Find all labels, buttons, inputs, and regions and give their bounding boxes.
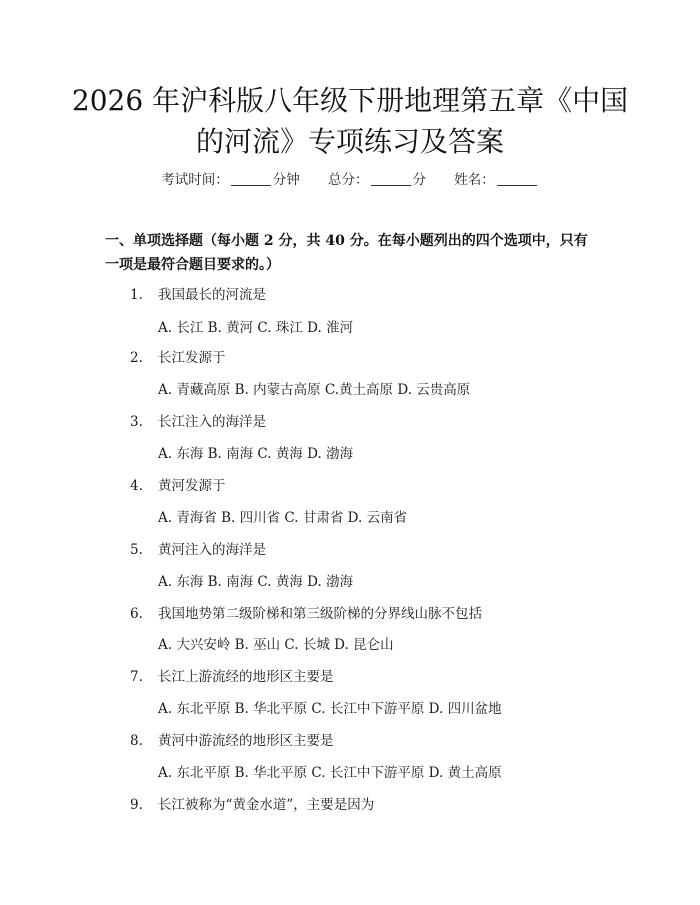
question-number: 8. — [130, 733, 143, 749]
section-heading: 一、单项选择题（每小题 2 分，共 40 分。在每小题列出的四个选项中，只有一项是最符合题目要求的。） — [105, 233, 588, 273]
total-score-label: 总分： — [328, 172, 369, 188]
question-text: 黄河注入的海洋是 — [158, 542, 266, 558]
question-number: 6. — [130, 606, 143, 622]
exam-time-field — [161, 172, 304, 188]
exam-time-label: 考试时间： — [161, 172, 229, 188]
question-7-options: A. 东北平原 B. 华北平原 C. 长江中下游平原 D. 四川盆地 — [158, 701, 502, 717]
total-score-field — [328, 172, 430, 188]
question-2 — [130, 346, 226, 366]
question-8 — [130, 729, 334, 749]
question-2-options: A. 青藏高原 B. 内蒙古高原 C.黄土高原 D. 云贵高原 — [158, 382, 471, 398]
question-1-options: A. 长江 B. 黄河 C. 珠江 D. 淮河 — [158, 320, 354, 336]
question-number: 9. — [130, 797, 143, 813]
student-name-label: 姓名： — [454, 172, 495, 188]
exam-time-blank — [231, 173, 271, 186]
student-name-field — [454, 172, 539, 188]
question-text: 长江注入的海洋是 — [158, 414, 266, 430]
question-number: 4. — [130, 478, 143, 494]
question-5-options: A. 东海 B. 南海 C. 黄海 D. 渤海 — [158, 574, 354, 590]
question-number: 5. — [130, 542, 143, 558]
question-7 — [130, 665, 334, 685]
exam-info-line — [0, 168, 700, 188]
question-text: 长江被称为“黄金水道”，主要是因为 — [158, 797, 375, 813]
question-number: 2. — [130, 350, 143, 366]
question-text: 长江发源于 — [158, 350, 226, 366]
question-text: 黄河发源于 — [158, 478, 226, 494]
question-text: 我国最长的河流是 — [158, 287, 266, 303]
document-title: 2026 年沪科版八年级下册地理第五章《中国的河流》专项练习及答案 — [71, 84, 629, 158]
question-number: 3. — [130, 414, 143, 430]
question-4-options: A. 青海省 B. 四川省 C. 甘肃省 D. 云南省 — [158, 510, 408, 526]
question-3 — [130, 410, 266, 430]
question-8-options: A. 东北平原 B. 华北平原 C. 长江中下游平原 D. 黄土高原 — [158, 765, 502, 781]
question-1 — [130, 283, 266, 303]
question-text: 长江上游流经的地形区主要是 — [158, 669, 334, 685]
question-number: 7. — [130, 669, 143, 685]
total-score-unit: 分 — [412, 172, 426, 188]
question-number: 1. — [130, 287, 143, 303]
question-4 — [130, 474, 226, 494]
exam-time-unit: 分钟 — [272, 172, 300, 188]
question-text: 黄河中游流经的地形区主要是 — [158, 733, 334, 749]
question-6 — [130, 602, 482, 622]
question-3-options: A. 东海 B. 南海 C. 黄海 D. 渤海 — [158, 446, 354, 462]
question-6-options: A. 大兴安岭 B. 巫山 C. 长城 D. 昆仑山 — [158, 637, 394, 653]
total-score-blank — [371, 173, 411, 186]
student-name-blank — [497, 173, 537, 186]
question-5 — [130, 538, 266, 558]
question-9 — [130, 793, 374, 813]
question-text: 我国地势第二级阶梯和第三级阶梯的分界线山脉不包括 — [158, 606, 482, 622]
